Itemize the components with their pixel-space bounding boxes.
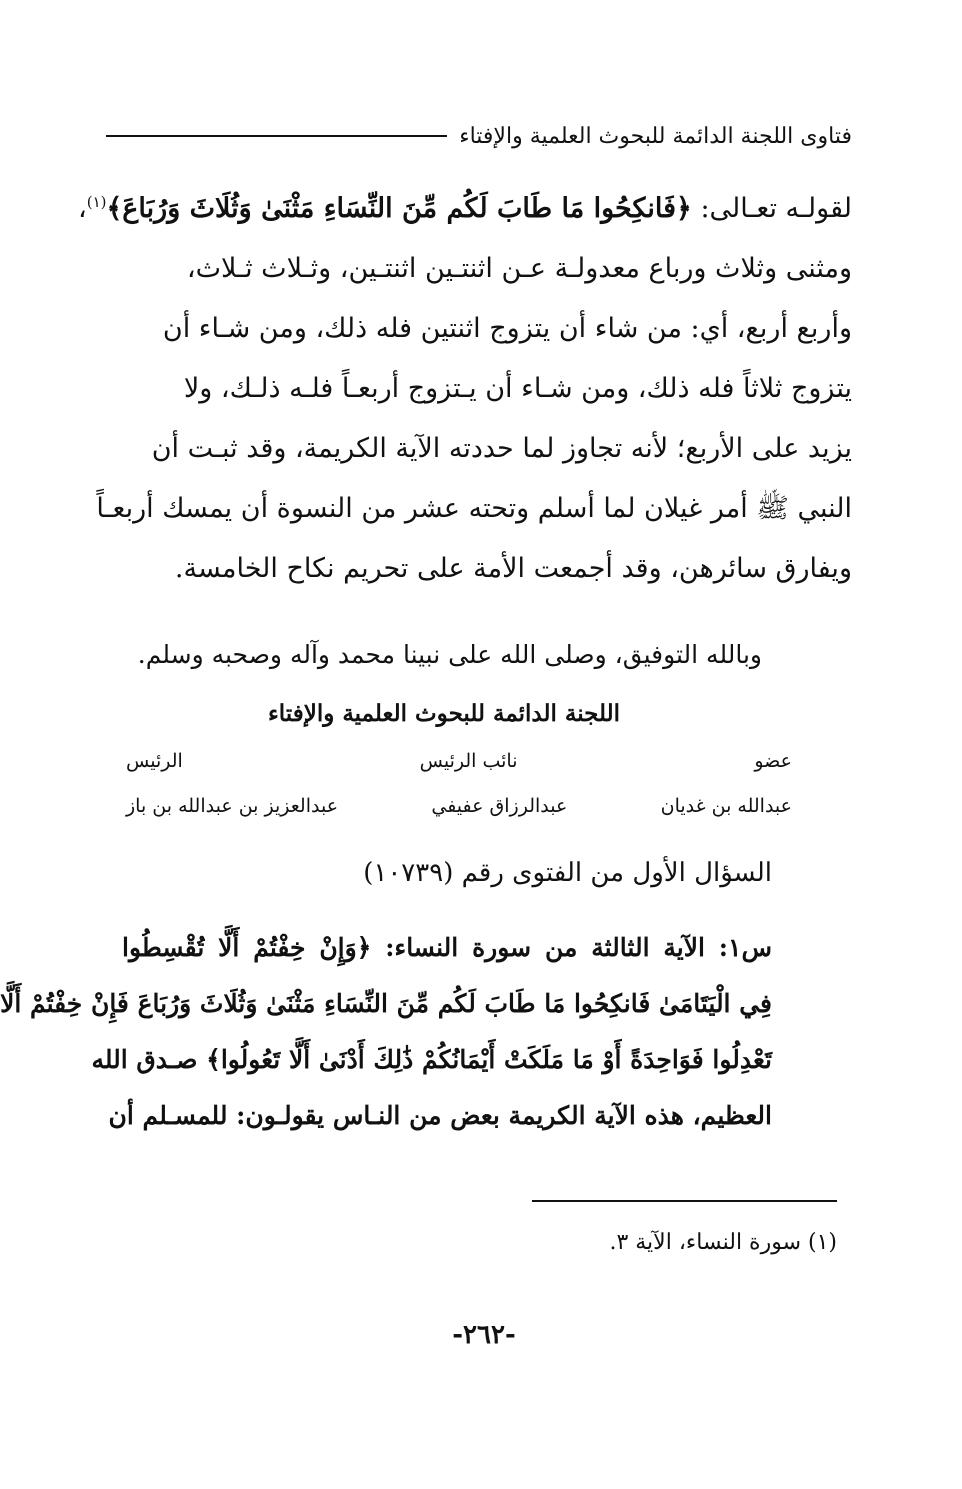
committee-title: اللجنة الدائمة للبحوث العلمية والإفتاء <box>267 700 621 727</box>
closing-formula: وبالله التوفيق، وصلى الله على نبينا محمد وآله وصحبه وسلم. <box>137 640 762 669</box>
footnote-rule <box>532 1200 837 1202</box>
question-line-4: العظيم، هذه الآية الكريمة بعض من النـاس يقولـون: للمسـلم أن <box>108 1101 772 1130</box>
main-text <box>77 172 852 599</box>
text-line-6: النبي ﷺ أمر غيلان لما أسلم وتحته عشر من النسوة أن يمسك أربعـاً <box>96 493 852 524</box>
signature-names <box>126 795 792 817</box>
president-name: عبدالعزيز بن عبدالله بن باز <box>126 795 339 817</box>
text-line-1 <box>77 172 852 239</box>
member-name: عبدالله بن غديان <box>660 795 792 817</box>
text-line-1-tail: ، <box>77 193 87 224</box>
footnote-marker: (١) <box>86 193 107 211</box>
footnote: (١) سورة النساء، الآية ٣. <box>609 1230 837 1255</box>
question-text <box>0 920 772 1144</box>
question-line-3: تَعْدِلُوا فَوَاحِدَةً أَوْ مَا مَلَكَتْ أَيْمَانُكُمْ ذَٰلِكَ أَدْنَىٰ أَلَّا تَعُولُوا﴾ صـدق الله <box>91 1045 772 1074</box>
vice-president-name: عبدالرزاق عفيفي <box>431 795 568 817</box>
vice-president-role: نائب الرئيس <box>419 750 518 772</box>
text-line-7: ويفارق سائرهن، وقد أجمعت الأمة على تحريم نكاح الخامسة. <box>174 553 852 584</box>
header-rule <box>106 135 447 137</box>
page-number: -٢٦٢- <box>452 1320 516 1350</box>
text-line-5: يزيد على الأربع؛ لأنه تجاوز لما حددته الآية الكريمة، وقد ثبـت أن <box>151 433 852 464</box>
question-line-2: فِي الْيَتَامَىٰ فَانكِحُوا مَا طَابَ لَكُم مِّنَ النِّسَاءِ مَثْنَىٰ وَثُلَاثَ وَرُبَاعَ فَإِنْ خِفْتُمْ أَلَّا <box>0 989 772 1018</box>
signature-roles <box>126 750 792 772</box>
running-header <box>106 116 852 156</box>
president-role: الرئيس <box>126 750 183 772</box>
member-role: عضو <box>754 750 792 772</box>
running-header-title: فتاوى اللجنة الدائمة للبحوث العلمية والإفتاء <box>459 123 852 149</box>
quran-verse: ﴿فَانكِحُوا مَا طَابَ لَكُم مِّنَ النِّسَاءِ مَثْنَىٰ وَثُلَاثَ وَرُبَاعَ﴾ <box>106 193 692 224</box>
question-heading: السؤال الأول من الفتوى رقم (١٠٧٣٩) <box>363 858 772 888</box>
text-line-3: وأربع أربع، أي: من شاء أن يتزوج اثنتين فله ذلك، ومن شـاء أن <box>162 313 852 344</box>
text-line-1-lead: لقولـه تعـالى: <box>691 193 852 224</box>
question-line-1: س١: الآية الثالثة من سورة النساء: ﴿وَإِنْ خِفْتُمْ أَلَّا تُقْسِطُوا <box>122 933 772 962</box>
text-line-2: ومثنى وثلاث ورباع معدولـة عـن اثنتـين اثنتـين، وثـلاث ثـلاث، <box>186 253 852 284</box>
text-line-4: يتزوج ثلاثاً فله ذلك، ومن شـاء أن يـتزوج أربعـاً فلـه ذلـك، ولا <box>183 373 852 404</box>
